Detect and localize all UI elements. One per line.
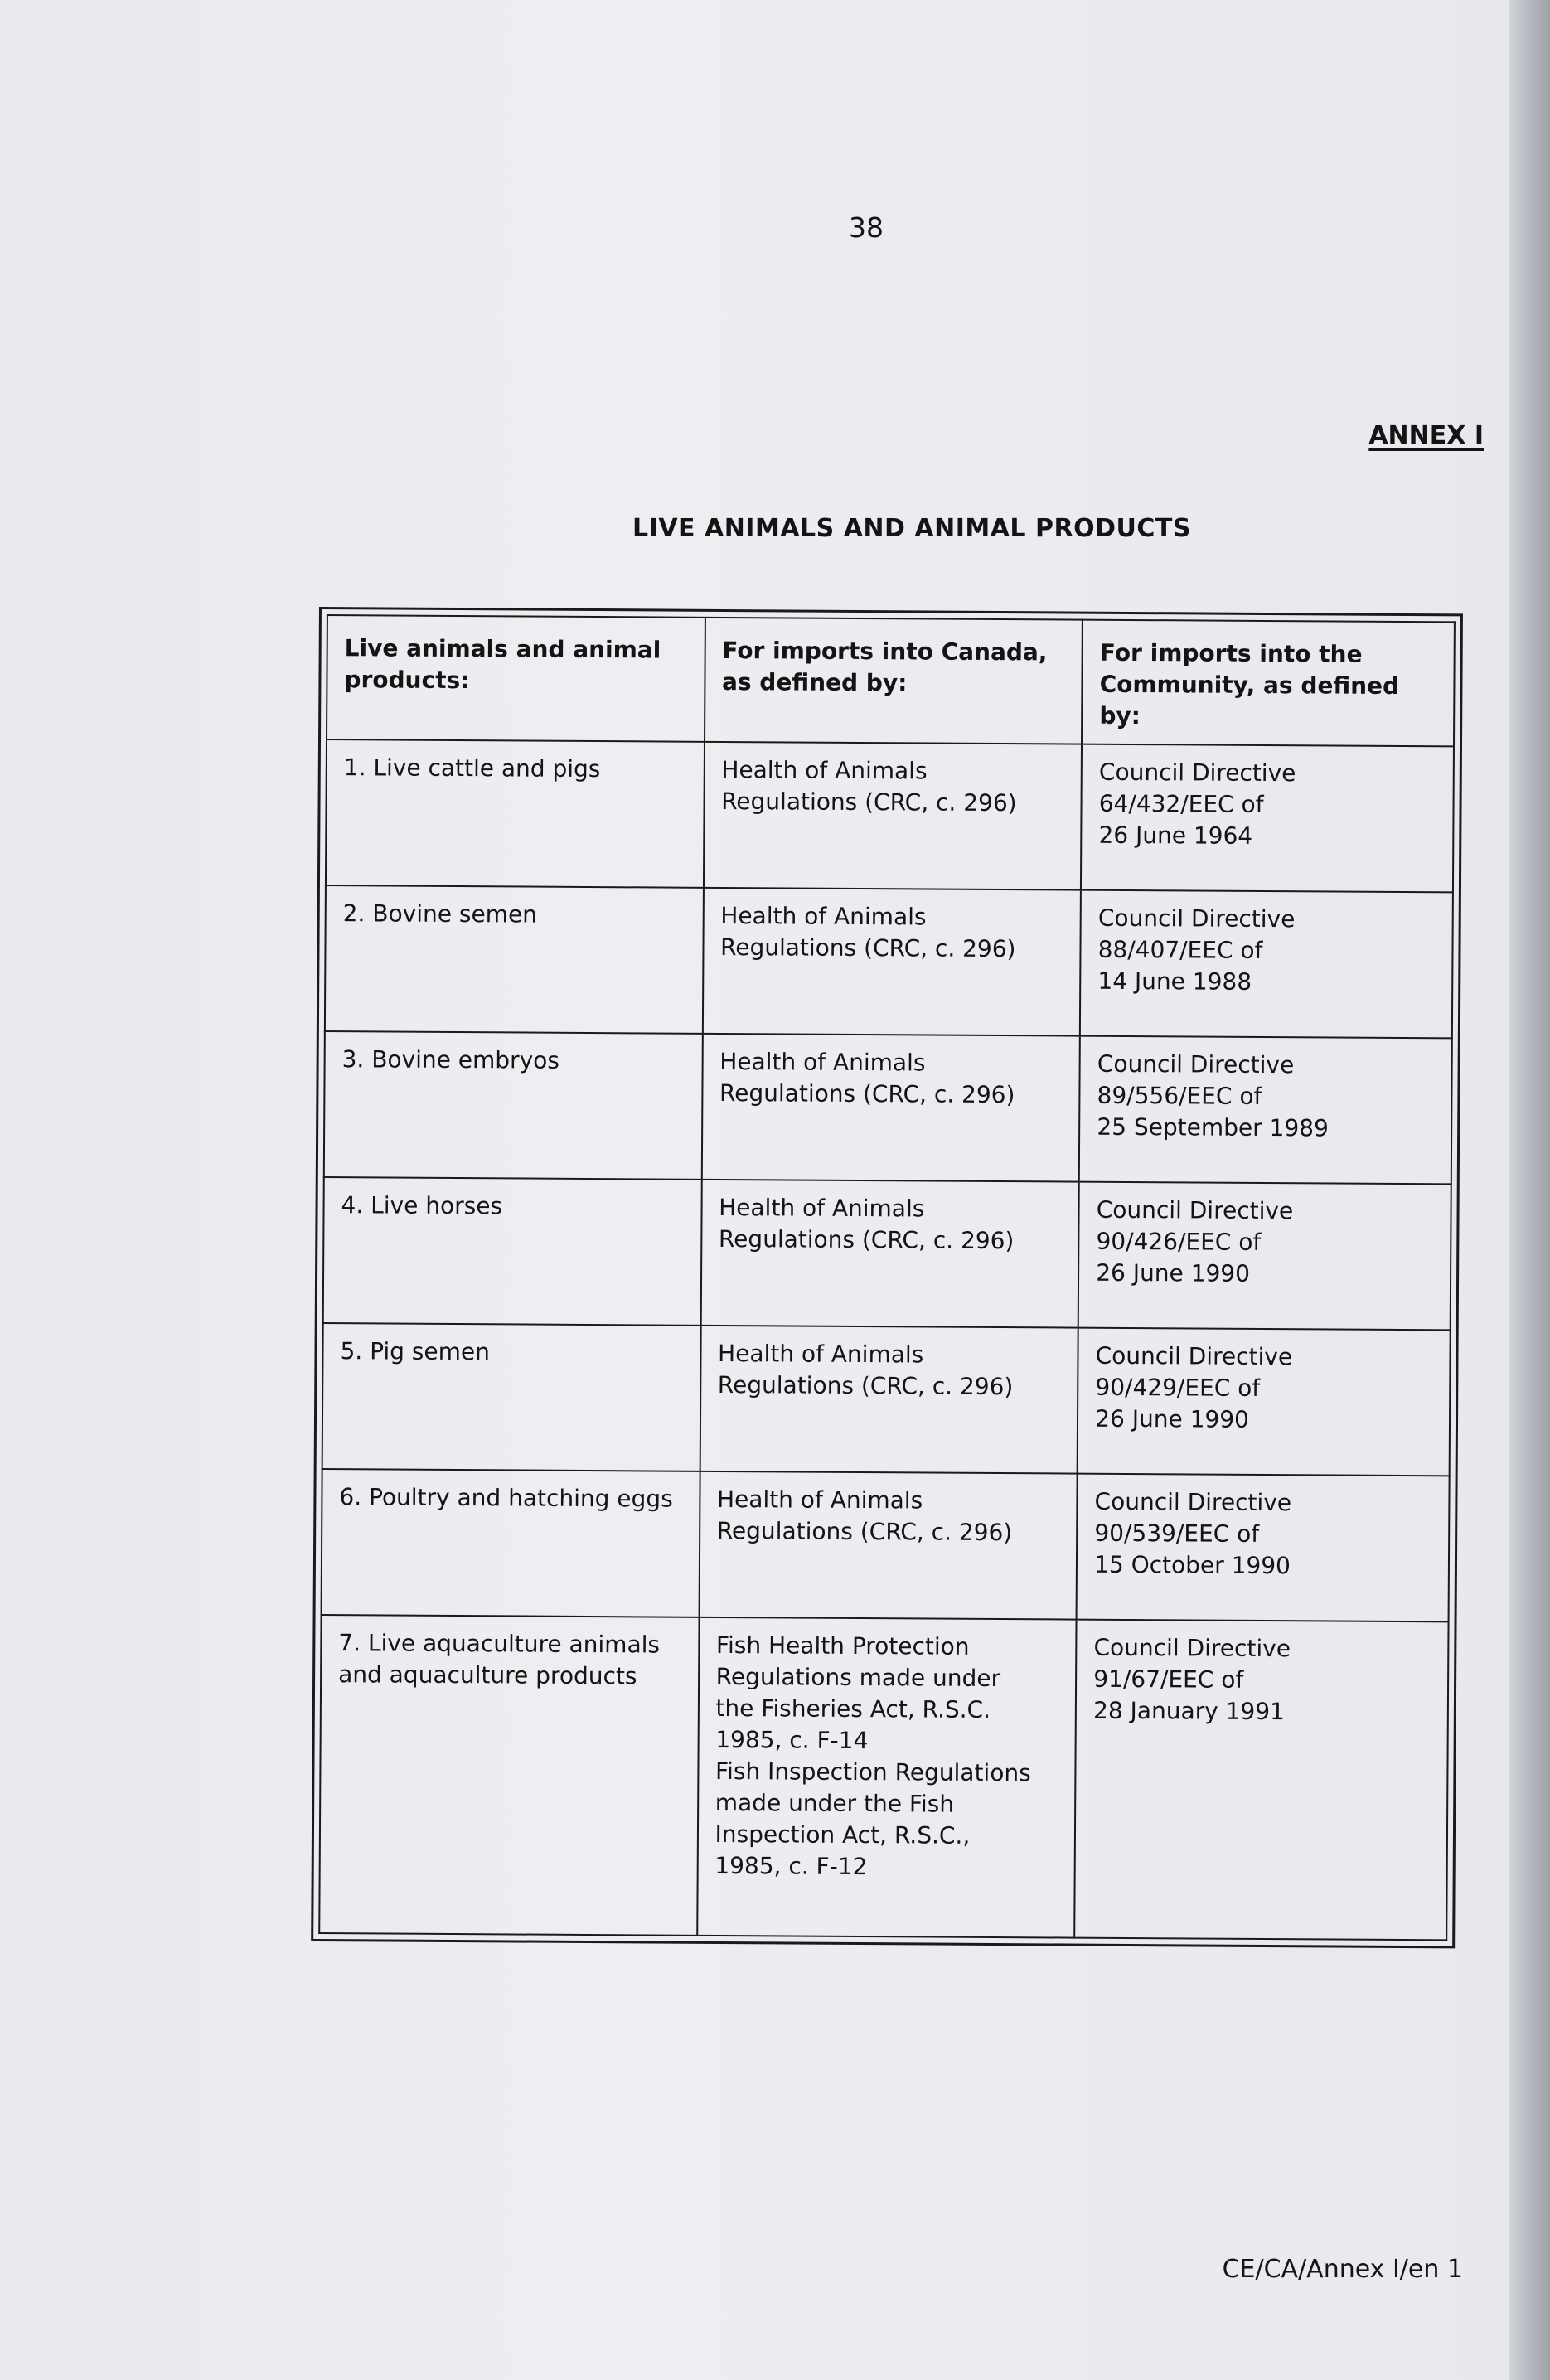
cell-canada-line: Regulations (CRC, c. 296) xyxy=(717,1370,1014,1401)
document-title: LIVE ANIMALS AND ANIMAL PRODUCTS xyxy=(632,514,1191,543)
cell-canada xyxy=(700,1326,1078,1474)
cell-canada-line: the Fisheries Act, R.S.C. xyxy=(715,1694,991,1723)
cell-community-line: 91/67/EEC of xyxy=(1093,1665,1244,1694)
table-body xyxy=(319,739,1454,1940)
table-row xyxy=(319,1615,1448,1940)
cell-canada-line: Regulations (CRC, c. 296) xyxy=(721,787,1017,817)
cell-canada-line: Regulations (CRC, c. 296) xyxy=(716,1516,1013,1547)
cell-canada-line: Health of Animals xyxy=(716,1485,923,1515)
cell-canada-line: Health of Animals xyxy=(721,755,928,785)
cell-community-line: 26 June 1964 xyxy=(1098,821,1253,850)
cell-community-line: 90/539/EEC of xyxy=(1094,1519,1260,1548)
cell-canada xyxy=(702,888,1081,1036)
cell-product: 4. Live horses xyxy=(323,1177,702,1326)
cell-community xyxy=(1081,744,1454,893)
cell-canada xyxy=(699,1471,1078,1620)
page-number: 38 xyxy=(849,211,884,244)
cell-product: 2. Bovine semen xyxy=(325,885,704,1034)
cell-community-line: Council Directive xyxy=(1094,1487,1292,1517)
cell-canada-line: Fish Inspection Regulations xyxy=(714,1757,1031,1787)
cell-community-line: Council Directive xyxy=(1097,904,1296,933)
cell-canada-line: Health of Animals xyxy=(719,1193,925,1223)
cell-product: 7. Live aquaculture animals and aquaculture products xyxy=(319,1615,699,1936)
cell-product: 1. Live cattle and pigs xyxy=(326,739,705,888)
table-row xyxy=(326,739,1454,892)
header-canada: For imports into Canada, as defined by: xyxy=(705,618,1083,744)
cell-community-line: Council Directive xyxy=(1093,1633,1291,1663)
cell-community xyxy=(1074,1620,1448,1941)
cell-community-line: Council Directive xyxy=(1096,1195,1294,1225)
cell-canada xyxy=(701,1034,1080,1182)
cell-canada-line: 1985, c. F-12 xyxy=(714,1851,868,1881)
cell-canada-line: 1985, c. F-14 xyxy=(715,1725,869,1755)
cell-canada-line: made under the Fish xyxy=(714,1788,955,1818)
cell-canada-line: Inspection Act, R.S.C., xyxy=(714,1820,971,1849)
cell-community-line: 90/429/EEC of xyxy=(1095,1373,1261,1402)
cell-canada xyxy=(697,1617,1077,1938)
cell-canada-line: Fish Health Protection xyxy=(715,1631,970,1660)
page-edge-shadow xyxy=(1509,0,1550,2380)
cell-canada xyxy=(700,1180,1079,1328)
cell-community-line: 89/556/EEC of xyxy=(1097,1081,1262,1110)
annex-table-frame xyxy=(311,607,1463,1948)
table-row xyxy=(323,1177,1451,1330)
cell-product: 5. Pig semen xyxy=(322,1323,701,1471)
cell-product: 6. Poultry and hatching eggs xyxy=(322,1469,700,1617)
annex-table xyxy=(318,614,1456,1941)
table-header-row xyxy=(327,615,1455,746)
cell-canada xyxy=(704,742,1083,890)
cell-community xyxy=(1079,1036,1452,1185)
cell-community xyxy=(1077,1474,1450,1622)
cell-community-line: 26 June 1990 xyxy=(1095,1404,1249,1433)
cell-canada-line: Health of Animals xyxy=(719,1047,926,1077)
table-row xyxy=(322,1323,1451,1476)
cell-community-line: 64/432/EEC of xyxy=(1098,789,1264,818)
table-row xyxy=(324,1031,1452,1184)
cell-community-line: Council Directive xyxy=(1095,1341,1293,1371)
cell-canada-line: Regulations (CRC, c. 296) xyxy=(719,933,1016,963)
cell-community xyxy=(1078,1328,1451,1476)
header-community: For imports into the Community, as defined by: xyxy=(1082,620,1455,747)
cell-canada-line: Regulations (CRC, c. 296) xyxy=(718,1224,1015,1255)
table-row xyxy=(325,885,1453,1038)
cell-community-line: Council Directive xyxy=(1097,1049,1295,1079)
cell-canada-line: Regulations made under xyxy=(715,1662,1001,1693)
cell-community-line: 25 September 1989 xyxy=(1097,1112,1329,1142)
cell-community-line: 28 January 1991 xyxy=(1092,1696,1286,1726)
cell-community-line: 15 October 1990 xyxy=(1094,1550,1291,1580)
footer-reference: CE/CA/Annex I/en 1 xyxy=(1222,2255,1463,2284)
cell-canada-line: Regulations (CRC, c. 296) xyxy=(719,1079,1015,1109)
cell-community-line: 26 June 1990 xyxy=(1096,1258,1251,1287)
cell-canada-line: Health of Animals xyxy=(718,1339,924,1369)
cell-community xyxy=(1080,890,1453,1039)
cell-community-line: Council Directive xyxy=(1098,758,1296,788)
cell-product: 3. Bovine embryos xyxy=(324,1031,703,1180)
cell-community xyxy=(1078,1182,1451,1331)
cell-community-line: 88/407/EEC of xyxy=(1097,935,1263,964)
cell-community-line: 14 June 1988 xyxy=(1097,967,1252,996)
cell-canada-line: Health of Animals xyxy=(720,901,927,931)
table-row xyxy=(322,1469,1450,1621)
cell-community-line: 90/426/EEC of xyxy=(1096,1227,1262,1256)
header-products: Live animals and animal products: xyxy=(327,615,705,742)
annex-label: ANNEX I xyxy=(1368,421,1484,450)
